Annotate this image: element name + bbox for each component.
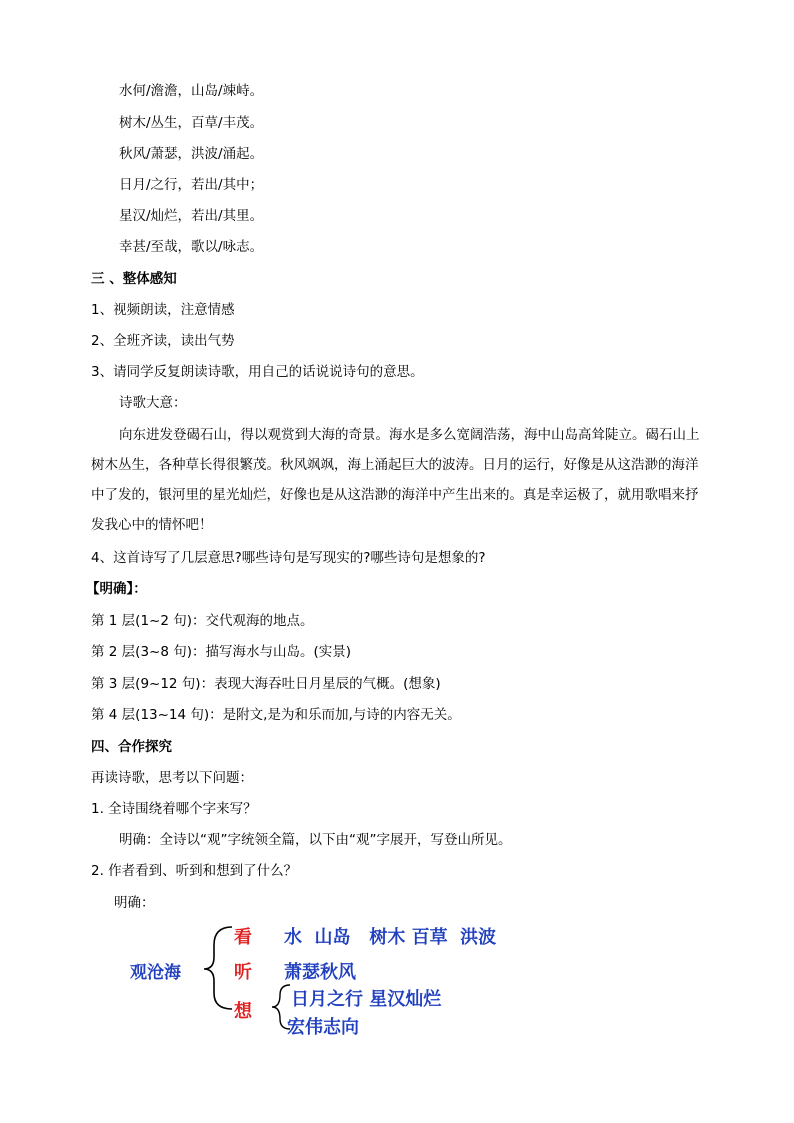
xiang-item-1: 日月之行 星汉灿烂 [291, 989, 442, 1010]
question-4: 4、这首诗写了几层意思?哪些诗句是写现实的?哪些诗句是想象的? [91, 550, 486, 566]
poem-line: 幸甚/至哉，歌以/咏志。 [119, 239, 264, 255]
layer-item: 第 3 层(9~12 句)：表现大海吞吐日月星辰的气概。(想象) [91, 676, 441, 692]
answer-1: 明确：全诗以“观”字统领全篇，以下由“观”字展开，写登山所见。 [119, 832, 512, 848]
poem-line: 水何/澹澹，山岛/竦峙。 [119, 83, 264, 99]
section4-title: 四、合作探究 [91, 739, 172, 755]
ting-items: 萧瑟秋风 [284, 962, 356, 983]
xiang-label: 想 [234, 1001, 252, 1022]
section3-item: 1、视频朗读，注意情感 [91, 302, 235, 318]
kan-label: 看 [234, 927, 252, 948]
xiang-item-2: 宏伟志向 [287, 1017, 359, 1038]
poem-line: 秋风/萧瑟，洪波/涌起。 [119, 146, 264, 162]
question-2: 2. 作者看到、听到和想到了什么？ [91, 863, 298, 879]
kan-items: 水 山岛 树木 百草 洪波 [284, 927, 497, 948]
section3-item: 2、全班齐读，读出气势 [91, 333, 235, 349]
mind-map-diagram [0, 915, 794, 1045]
question-1: 1. 全诗围绕着哪个字来写？ [91, 801, 257, 817]
section4-intro: 再读诗歌，思考以下问题： [91, 770, 253, 786]
layer-item: 第 1 层(1~2 句)：交代观海的地点。 [91, 613, 314, 629]
clarify-label: 【明确】： [86, 581, 147, 597]
main-brace [204, 927, 232, 1009]
poem-line: 星汉/灿烂，若出/其里。 [119, 208, 264, 224]
ting-label: 听 [234, 962, 252, 983]
layer-item: 第 2 层(3~8 句)：描写海水与山岛。(实景) [91, 644, 352, 660]
layer-item: 第 4 层(13~14 句)：是附文,是为和乐而加,与诗的内容无关。 [91, 707, 461, 723]
poem-line: 日月/之行，若出/其中； [119, 177, 264, 193]
section3-item: 3、请同学反复朗读诗歌，用自己的话说说诗句的意思。 [91, 364, 424, 380]
answer-2-label: 明确： [114, 895, 155, 911]
section3-title: 三 、整体感知 [91, 271, 177, 287]
diagram-root: 观沧海 [130, 963, 181, 983]
summary-label: 诗歌大意： [119, 395, 187, 411]
summary-paragraph: 向东进发登碣石山，得以观赏到大海的奇景。海水是多么宽阔浩荡，海中山岛高耸陡立。碣石山上树木丛生，各种草长得很繁茂。秋风飒飒，海上涌起巨大的波涛。日月的运行，好像是从这浩渺的海洋中了发的，银河里的星光灿烂，好像也是从这浩渺的海洋中产生出来的。真是幸运极了，就用歌唱来抒发我心中的情怀吧！ [91, 427, 700, 533]
poem-line: 树木/丛生，百草/丰茂。 [119, 115, 264, 131]
